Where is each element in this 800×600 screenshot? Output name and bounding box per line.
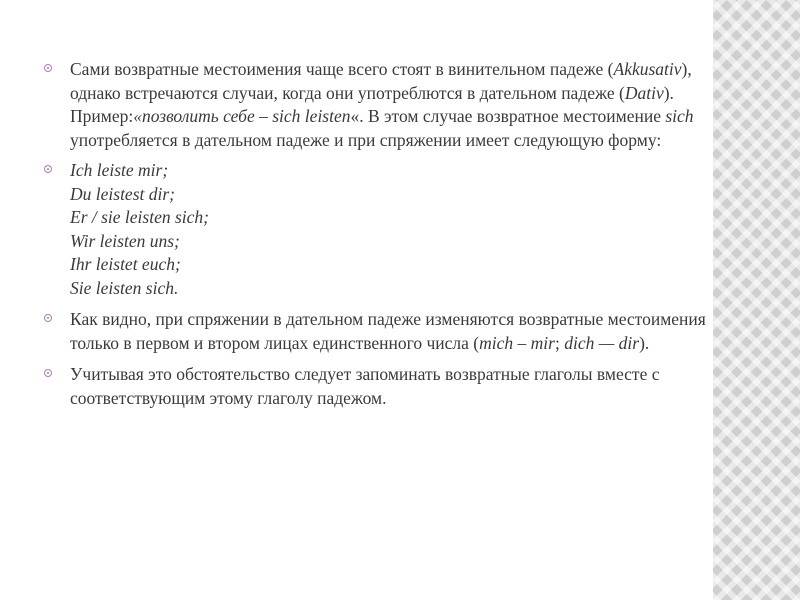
conjugation-line: Du leistest dir; — [70, 183, 175, 204]
text-segment: Как видно, при спряжении в дательном падеже изменяются возвратные местоимения только в первом и втором лицах единственного числа ( — [70, 309, 706, 353]
text-segment: «. В этом случае возвратное местоимение — [350, 106, 666, 126]
circle-bullet-icon — [44, 369, 52, 377]
text-segment: ; — [554, 332, 565, 353]
circle-bullet-icon — [44, 165, 52, 173]
text-segment: употребляется в дательном падеже и при спряжении имеет следующую форму: — [70, 129, 662, 150]
term-akkusativ: Akkusativ — [613, 59, 682, 79]
example-phrase: «позволить себе – sich leisten — [133, 106, 351, 126]
text-segment: ), однако встречаются случаи, когда они употреблются в дательном падеже ( — [70, 59, 692, 103]
bullet-item-observation — [42, 308, 707, 355]
text-segment: ). — [639, 332, 650, 353]
text-segment: Учитывая это обстоятельство следует запоминать возвратные глаголы вместе с соответствующим этому глаголу падежом. — [70, 364, 660, 408]
conjugation-line: Ich leiste mir; — [70, 160, 169, 180]
bullet-item-reflexive-intro — [42, 58, 707, 152]
bullet-item-conclusion — [42, 363, 707, 410]
circle-bullet-icon — [44, 314, 52, 322]
conjugation-line: Ihr leistet euch; — [70, 254, 181, 274]
bullet-item-conjugation — [42, 159, 707, 300]
text-segment: ). Пример: — [70, 82, 674, 126]
conjugation-line: Wir leisten uns; — [70, 230, 180, 251]
slide-content — [42, 58, 707, 416]
conjugation-line: Sie leisten sich. — [70, 277, 179, 298]
text-segment: Сами возвратные местоимения чаще всего стоят в винительном падеже ( — [70, 59, 614, 79]
conjugation-line: Er / sie leisten sich; — [70, 207, 210, 227]
decorative-side-stripe — [713, 0, 800, 600]
circle-bullet-icon — [44, 64, 52, 72]
term-dativ: Dativ — [624, 82, 664, 103]
term-dich-dir: dich — dir — [564, 332, 640, 353]
term-mich-mir: mich – mir — [479, 332, 555, 353]
term-sich: sich — [665, 106, 694, 126]
